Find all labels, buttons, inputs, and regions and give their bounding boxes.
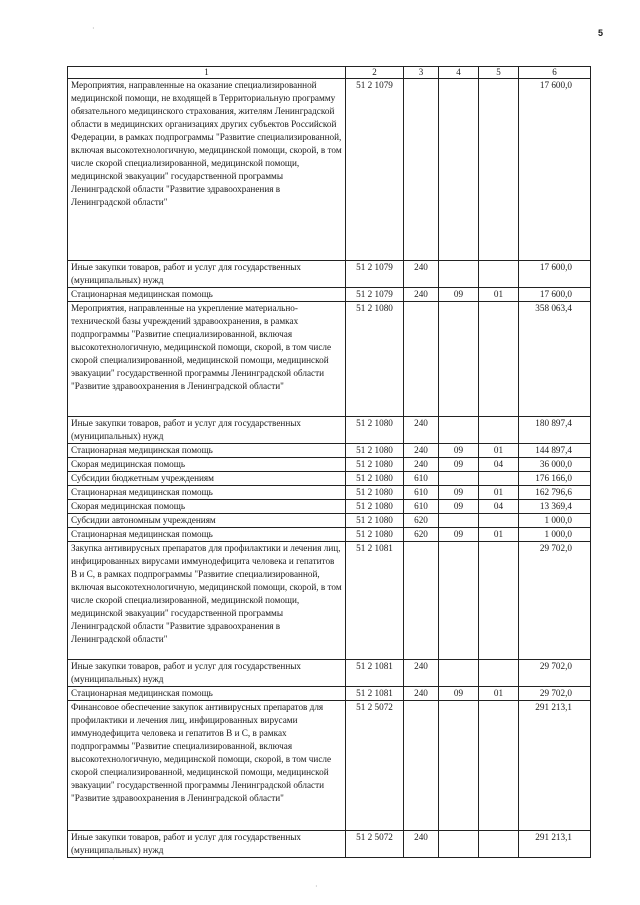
target-code-cell: 51 2 1081 [346, 542, 404, 660]
subsection-cell: 01 [479, 687, 519, 701]
expense-type-cell [404, 542, 439, 660]
amount-cell: 17 600,0 [519, 261, 591, 288]
scan-speck: · [315, 882, 318, 891]
header-row [68, 67, 591, 79]
subsection-cell [479, 831, 519, 858]
expense-type-cell [404, 302, 439, 417]
subsection-cell [479, 701, 519, 831]
target-code-cell: 51 2 1080 [346, 444, 404, 458]
amount-cell: 17 600,0 [519, 288, 591, 302]
expense-name-cell: Закупка антивирусных препаратов для профилактики и лечения лиц, инфицированных вирусами иммунодефицита человека и гепатитов В и С, в рамках подпрограммы "Развитие специализированной, включая высокотехнологичную, медицинской помощи, скорой, в том числе скорой специализированной, медицинской помощи, медицинской эвакуации" государственной программы Ленинградской области "Развитие здравоохранения в Ленинградской области" [68, 542, 346, 660]
subsection-cell [479, 261, 519, 288]
expense-type-cell: 620 [404, 514, 439, 528]
expense-type-cell: 240 [404, 660, 439, 687]
amount-cell: 36 000,0 [519, 458, 591, 472]
section-cell [439, 302, 479, 417]
subsection-cell [479, 79, 519, 261]
target-code-cell: 51 2 1080 [346, 302, 404, 417]
expense-type-cell [404, 79, 439, 261]
amount-cell: 1 000,0 [519, 528, 591, 542]
subsection-cell: 01 [479, 486, 519, 500]
expense-name-cell: Мероприятия, направленные на оказание специализированной медицинской помощи, не входящей в Территориальную программу обязательного медицинского страхования, жителям Ленинградской области в медицинских организациях других субъектов Российской Федерации, в рамках подпрограммы "Развитие специализированной, включая высокотехнологичную, медицинской помощи, скорой, в том числе скорой специализированной, медицинской помощи, медицинской эвакуации" государственной программы Ленинградской области "Развитие здравоохранения в Ленинградской области" [68, 79, 346, 261]
column-header: 6 [519, 67, 591, 79]
expense-name-cell: Иные закупки товаров, работ и услуг для государственных (муниципальных) нужд [68, 261, 346, 288]
column-header: 5 [479, 67, 519, 79]
amount-cell: 358 063,4 [519, 302, 591, 417]
subsection-cell: 01 [479, 288, 519, 302]
table-row [68, 514, 591, 528]
table-row [68, 302, 591, 417]
section-cell: 09 [439, 458, 479, 472]
target-code-cell: 51 2 1080 [346, 500, 404, 514]
target-code-cell: 51 2 5072 [346, 831, 404, 858]
table-row [68, 486, 591, 500]
subsection-cell [479, 660, 519, 687]
target-code-cell: 51 2 1080 [346, 528, 404, 542]
column-header: 4 [439, 67, 479, 79]
target-code-cell: 51 2 1080 [346, 472, 404, 486]
expense-name-cell: Субсидии бюджетным учреждениям [68, 472, 346, 486]
amount-cell: 162 796,6 [519, 486, 591, 500]
section-cell [439, 417, 479, 444]
target-code-cell: 51 2 1079 [346, 79, 404, 261]
target-code-cell: 51 2 1080 [346, 458, 404, 472]
expense-type-cell: 620 [404, 528, 439, 542]
subsection-cell: 01 [479, 528, 519, 542]
expense-name-cell: Субсидии автономным учреждениям [68, 514, 346, 528]
expense-name-cell: Стационарная медицинская помощь [68, 528, 346, 542]
table-row [68, 79, 591, 261]
section-cell [439, 261, 479, 288]
expense-name-cell: Скорая медицинская помощь [68, 500, 346, 514]
section-cell [439, 542, 479, 660]
table-row [68, 660, 591, 687]
amount-cell: 29 702,0 [519, 660, 591, 687]
amount-cell: 13 369,4 [519, 500, 591, 514]
table-row [68, 701, 591, 831]
section-cell [439, 831, 479, 858]
table-row [68, 288, 591, 302]
target-code-cell: 51 2 1081 [346, 687, 404, 701]
table-row [68, 542, 591, 660]
amount-cell: 1 000,0 [519, 514, 591, 528]
target-code-cell: 51 2 1079 [346, 261, 404, 288]
target-code-cell: 51 2 1081 [346, 660, 404, 687]
target-code-cell: 51 2 1080 [346, 486, 404, 500]
section-cell: 09 [439, 500, 479, 514]
table-row [68, 417, 591, 444]
page-number: 5 [598, 28, 604, 38]
amount-cell: 144 897,4 [519, 444, 591, 458]
amount-cell: 291 213,1 [519, 701, 591, 831]
subsection-cell [479, 302, 519, 417]
expense-type-cell: 240 [404, 458, 439, 472]
expense-name-cell: Стационарная медицинская помощь [68, 288, 346, 302]
expense-name-cell: Иные закупки товаров, работ и услуг для государственных (муниципальных) нужд [68, 660, 346, 687]
expense-name-cell: Стационарная медицинская помощь [68, 687, 346, 701]
table-row [68, 458, 591, 472]
section-cell [439, 701, 479, 831]
subsection-cell: 04 [479, 500, 519, 514]
scan-speck: · [92, 24, 95, 33]
subsection-cell: 01 [479, 444, 519, 458]
section-cell [439, 472, 479, 486]
section-cell [439, 660, 479, 687]
subsection-cell: 04 [479, 458, 519, 472]
expense-type-cell: 240 [404, 417, 439, 444]
expense-type-cell [404, 701, 439, 831]
amount-cell: 29 702,0 [519, 542, 591, 660]
column-header: 3 [404, 67, 439, 79]
amount-cell: 291 213,1 [519, 831, 591, 858]
budget-table [67, 66, 591, 858]
subsection-cell [479, 542, 519, 660]
expense-type-cell: 610 [404, 472, 439, 486]
section-cell: 09 [439, 288, 479, 302]
subsection-cell [479, 472, 519, 486]
expense-name-cell: Мероприятия, направленные на укрепление материально-технической базы учреждений здравоохранения, в рамках подпрограммы "Развитие специализированной, включая высокотехнологичную, медицинской помощи, скорой, в том числе скорой специализированной, медицинской помощи, медицинской эвакуации" государственной программы Ленинградской области "Развитие здравоохранения в Ленинградской области" [68, 302, 346, 417]
table-row [68, 261, 591, 288]
expense-type-cell: 240 [404, 444, 439, 458]
expense-name-cell: Иные закупки товаров, работ и услуг для государственных (муниципальных) нужд [68, 831, 346, 858]
table-row [68, 831, 591, 858]
table-row [68, 472, 591, 486]
section-cell [439, 79, 479, 261]
expense-name-cell: Финансовое обеспечение закупок антивирусных препаратов для профилактики и лечения лиц, инфицированных вирусами иммунодефицита человека и гепатитов В и С, в рамках подпрограммы "Развитие специализированной, включая высокотехнологичную, медицинской помощи, скорой, в том числе скорой специализированной, медицинской помощи, медицинской эвакуации" государственной программы Ленинградской области "Развитие здравоохранения в Ленинградской области" [68, 701, 346, 831]
target-code-cell: 51 2 1080 [346, 514, 404, 528]
amount-cell: 176 166,0 [519, 472, 591, 486]
target-code-cell: 51 2 5072 [346, 701, 404, 831]
target-code-cell: 51 2 1080 [346, 417, 404, 444]
column-header: 2 [346, 67, 404, 79]
subsection-cell [479, 417, 519, 444]
expense-type-cell: 610 [404, 500, 439, 514]
expense-type-cell: 240 [404, 288, 439, 302]
section-cell [439, 514, 479, 528]
expense-name-cell: Иные закупки товаров, работ и услуг для государственных (муниципальных) нужд [68, 417, 346, 444]
amount-cell: 180 897,4 [519, 417, 591, 444]
table-row [68, 500, 591, 514]
expense-type-cell: 240 [404, 831, 439, 858]
section-cell: 09 [439, 444, 479, 458]
expense-type-cell: 240 [404, 687, 439, 701]
table-row [68, 528, 591, 542]
section-cell: 09 [439, 528, 479, 542]
amount-cell: 29 702,0 [519, 687, 591, 701]
expense-type-cell: 610 [404, 486, 439, 500]
section-cell: 09 [439, 687, 479, 701]
amount-cell: 17 600,0 [519, 79, 591, 261]
expense-name-cell: Стационарная медицинская помощь [68, 486, 346, 500]
expense-name-cell: Стационарная медицинская помощь [68, 444, 346, 458]
column-header: 1 [68, 67, 346, 79]
expense-type-cell: 240 [404, 261, 439, 288]
table-row [68, 687, 591, 701]
target-code-cell: 51 2 1079 [346, 288, 404, 302]
section-cell: 09 [439, 486, 479, 500]
scan-speck: · [112, 855, 115, 864]
expense-name-cell: Скорая медицинская помощь [68, 458, 346, 472]
subsection-cell [479, 514, 519, 528]
table-row [68, 444, 591, 458]
